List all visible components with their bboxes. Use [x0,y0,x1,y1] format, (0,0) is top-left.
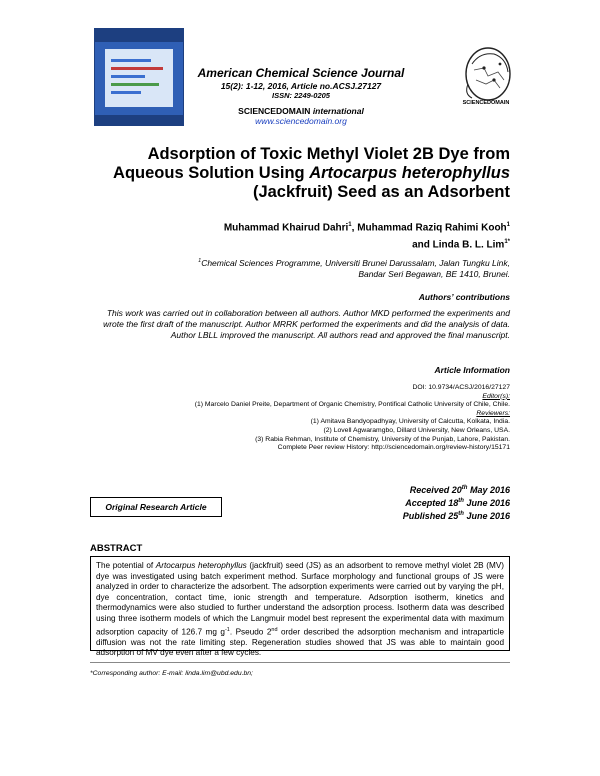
paper-title: Adsorption of Toxic Methyl Violet 2B Dye from Aqueous Solution Using Artocarpus heterophyllus (Jackfruit) Seed as an Adsorbent [113,145,510,201]
editors-label: Editor(s): [482,392,510,400]
affiliation: $^1$Chemical Sciences Programme, Universiti Brunei Darussalam, Jalan Tungku Link, Bandar Seri Begawan, BE 1410, Brunei. [198,257,510,279]
article-type-badge: Original Research Article [90,497,222,517]
article-info-heading: Article Information [434,365,510,375]
author-name: Muhammad Raziq Rahimi Kooh [357,222,507,234]
publisher-logo [454,44,518,106]
published-date: Published 25th June 2016 [402,511,510,521]
article-info [90,384,510,453]
publication-dates [330,483,510,522]
authors: Muhammad Khairud Dahri$^1$, Muhammad Raziq Rahimi Kooh$^1$ and Linda B. L. Lim$^{1*}$ [223,222,510,251]
issn: ISSN: 2249-0205 [272,91,330,100]
accepted-date: Accepted 18th June 2016 [405,498,510,508]
author-name: and Linda B. L. Lim [412,239,505,251]
footnote-divider [90,662,510,663]
reviewer-entry: (1) Amitava Bandyopadhyay, University of Calcutta, Kolkata, India. [310,418,510,426]
reviewer-entry: (2) Lovell Agwaramgbo, Dillard University, New Orleans, USA. [323,426,510,434]
review-history-link[interactable]: Complete Peer review History: http://sciencedomain.org/review-history/15171 [277,444,510,452]
journal-cover-image [94,28,184,126]
received-date: Received 20th May 2016 [409,485,510,495]
volume-line: 15(2): 1-12, 2016, Article no.ACSJ.27127 [220,81,382,91]
reviewers-label: Reviewers: [476,409,510,417]
contributions-text: This work was carried out in collaboration between all authors. Author MKD performed the experiments and wrote the first draft of the manuscript. Author MRRK performed the experiments and did the analysis of data. Author LBLL improved the manuscript. All authors read and approved the final manuscript. [103,308,510,340]
journal-name: American Chemical Science Journal [197,66,405,80]
website-link[interactable]: www.sciencedomain.org [255,116,347,126]
author-name: Muhammad Khairud Dahri [223,222,349,234]
reviewer-entry: (3) Rabia Rehman, Institute of Chemistry, University of the Punjab, Lahore, Pakistan. [255,435,510,443]
contributions-heading: Authors’ contributions [418,292,510,302]
abstract-box: The potential of Artocarpus heterophyllus (jackfruit) seed (JS) as an adsorbent to remove methyl violet 2B (MV) dye was investigated using batch experiment method. Surface morphology and functional groups of JS were analyzed in order to characterize the adsorbent. The adsorption experiments were carried out by varying the pH, dye concentration, contact time, ionic strength and temperature. Adsorption isotherm, kinetics and thermodynamics were also studied to further understand the adsorption process. Isotherm data was described using three isotherm models of which the Langmuir model best represent the experimental data with maximum adsorption capacity of 126.7 mg $g^{-1}$. Pseudo 2nd order described the adsorption mechanism and intraparticle diffusion was not the rate limiting step. Regeneration studies showed that JS was able to maintain good adsorption of MV dye even after a few cycles. [90,556,510,651]
journal-info [190,66,412,126]
editor-entry: (1) Marcelo Daniel Preite, Department of Organic Chemistry, Pontifical Catholic University of Chile, Chile. [194,401,510,409]
publisher: SCIENCEDOMAIN international [238,106,364,116]
logo-caption: SCIENCEDOMAIN [462,100,510,106]
abstract-heading: ABSTRACT [90,543,143,554]
doi: DOI: 10.9734/ACSJ/2016/27127 [412,384,510,391]
corresponding-author-footnote: *Corresponding author: E-mail: linda.lim@ubd.edu.bn; [90,670,253,677]
